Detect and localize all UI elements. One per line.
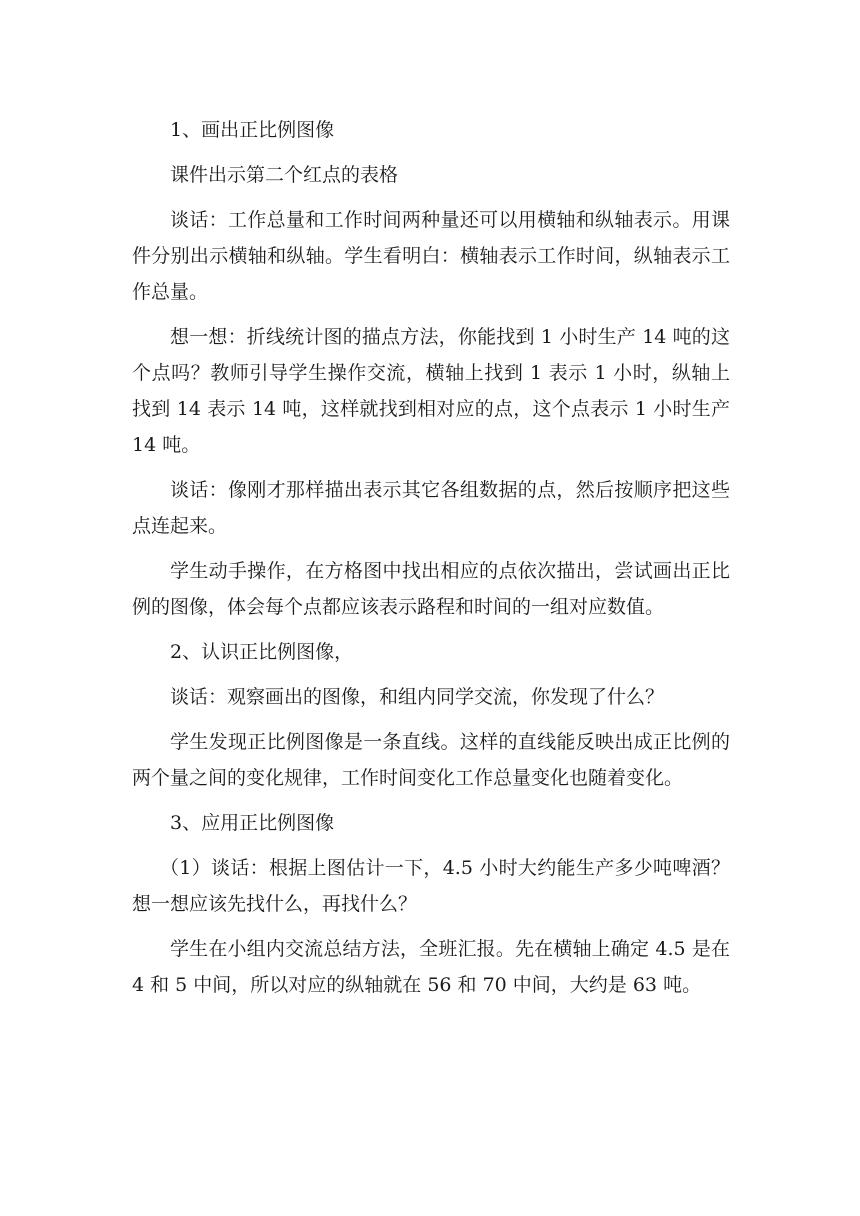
section-heading-apply-graph: 3、应用正比例图像: [170, 812, 335, 834]
paragraph-estimate-question: （1）谈话：根据上图估计一下，4.5 小时大约能生产多少吨啤酒？想一想应该先找什么，再找什么？: [132, 857, 730, 915]
paragraph-find-point: 想一想：折线统计图的描点方法，你能找到 1 小时生产 14 吨的这个点吗？教师引导学生操作交流，横轴上找到 1 表示 1 小时，纵轴上找到 14 表示 14 吨，这样就找到相对应的点，这个点表示 1 小时生产 14 吨。: [132, 326, 730, 456]
document-body: [132, 112, 730, 1012]
paragraph-connect-points: 谈话：像刚才那样描出表示其它各组数据的点，然后按顺序把这些点连起来。: [132, 479, 730, 537]
section-heading-draw-graph: 1、画出正比例图像: [170, 119, 335, 141]
paragraph-straight-line: 学生发现正比例图像是一条直线。这样的直线能反映出成正比例的两个量之间的变化规律，工作时间变化工作总量变化也随着变化。: [132, 731, 730, 789]
section-heading-recognize-graph: 2、认识正比例图像，: [170, 641, 354, 663]
paragraph-group-method: 学生在小组内交流总结方法，全班汇报。先在横轴上确定 4.5 是在 4 和 5 中间，所以对应的纵轴就在 56 和 70 中间，大约是 63 吨。: [132, 938, 730, 996]
paragraph-student-operation: 学生动手操作，在方格图中找出相应的点依次描出，尝试画出正比例的图像，体会每个点都应该表示路程和时间的一组对应数值。: [132, 560, 730, 618]
paragraph-courseware-table: 课件出示第二个红点的表格: [170, 164, 399, 186]
paragraph-observe-graph: 谈话：观察画出的图像，和组内同学交流，你发现了什么？: [170, 686, 665, 708]
paragraph-axes-talk: 谈话：工作总量和工作时间两种量还可以用横轴和纵轴表示。用课件分别出示横轴和纵轴。学生看明白：横轴表示工作时间，纵轴表示工作总量。: [132, 209, 730, 303]
